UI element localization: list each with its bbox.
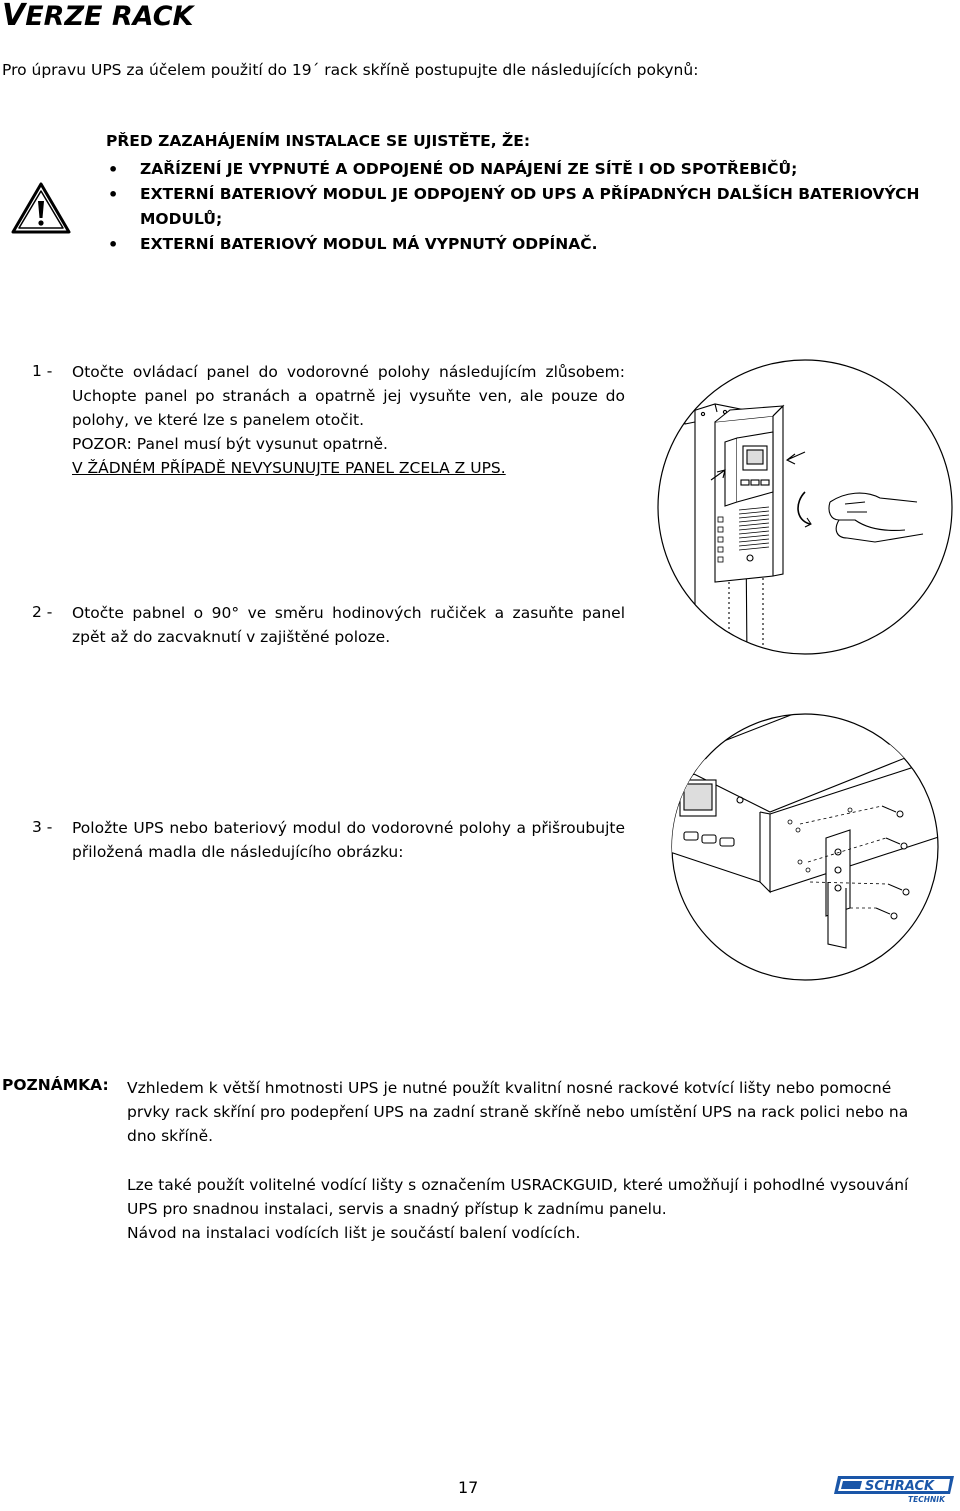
rack-handle-illustration	[650, 712, 960, 982]
page-title	[2, 0, 193, 33]
step-1-number: 1 -	[32, 362, 53, 380]
schrack-logo	[832, 1474, 956, 1504]
warning-item: • ZAŘÍZENÍ JE VYPNUTÉ A ODPOJENÉ OD NAPÁJENÍ ZE SÍTĚ I OD SPOTŘEBIČŮ;	[106, 157, 946, 182]
title-rest: ERZE RACK	[25, 1, 194, 32]
note-label: POZNÁMKA:	[2, 1076, 109, 1094]
warning-item: • EXTERNÍ BATERIOVÝ MODUL MÁ VYPNUTÝ ODPÍNAČ.	[106, 232, 946, 257]
step-3-number: 3 -	[32, 818, 53, 836]
logo-sub: TECHNIK	[908, 1495, 945, 1504]
step-1-line: Otočte ovládací panel do vodorovné polohy následujícím zlůsobem: Uchopte panel po stranách a opatrně jej vysuňte ven, ale pouze do polohy, ve které lze s panelem otočit.	[72, 363, 625, 429]
warning-item: • EXTERNÍ BATERIOVÝ MODUL JE ODPOJENÝ OD UPS A PŘÍPADNÝCH DALŠÍCH BATERIOVÝCH MODULŮ;	[106, 182, 946, 232]
step-3-line: Položte UPS nebo bateriový modul do vodorovné polohy a přišroubujte přiložená madla dle následujícího obrázku:	[72, 819, 625, 861]
note-paragraph-2: Lze také použít volitelné vodící lišty s označením USRACKGUID, které umožňují i pohodlné vysouvání UPS pro snadnou instalaci, servis a snadný přístup k zadnímu panelu.	[127, 1176, 909, 1218]
step-2-number: 2 -	[32, 603, 53, 621]
step-2-text	[72, 601, 625, 649]
step-1-line: V ŽÁDNÉM PŘÍPADĚ NEVYSUNUJTE PANEL ZCELA Z UPS.	[72, 459, 506, 477]
step-3-text	[72, 816, 625, 864]
warning-list	[106, 157, 946, 257]
note-paragraph-3: Návod na instalaci vodících lišt je součástí balení vodících.	[127, 1224, 581, 1242]
step-2-line: Otočte pabnel o 90° ve směru hodinových ručiček a zasuňte panel zpět až do zacvaknutí v zajištěné poloze.	[72, 604, 625, 646]
step-1-line: POZOR: Panel musí být vysunut opatrně.	[72, 435, 388, 453]
page-number: 17	[458, 1478, 479, 1497]
title-initial: V	[2, 0, 26, 33]
panel-rotation-illustration	[655, 352, 955, 662]
step-1-text	[72, 360, 625, 480]
warning-heading: PŘED ZAZAHÁJENÍM INSTALACE SE UJISTĚTE, ŽE:	[106, 132, 531, 150]
logo-word: SCHRACK	[865, 1479, 935, 1494]
intro-text: Pro úpravu UPS za účelem použití do 19´ rack skříně postupujte dle následujících pokynů:	[2, 61, 699, 79]
warning-icon	[10, 181, 72, 236]
note-paragraph-1: Vzhledem k větší hmotnosti UPS je nutné použít kvalitní nosné rackové kotvící lišty nebo pomocné prvky rack skříní pro podepření UPS na zadní straně skříně nebo umístění UPS na rack polici nebo na dno skříně.	[127, 1079, 909, 1145]
